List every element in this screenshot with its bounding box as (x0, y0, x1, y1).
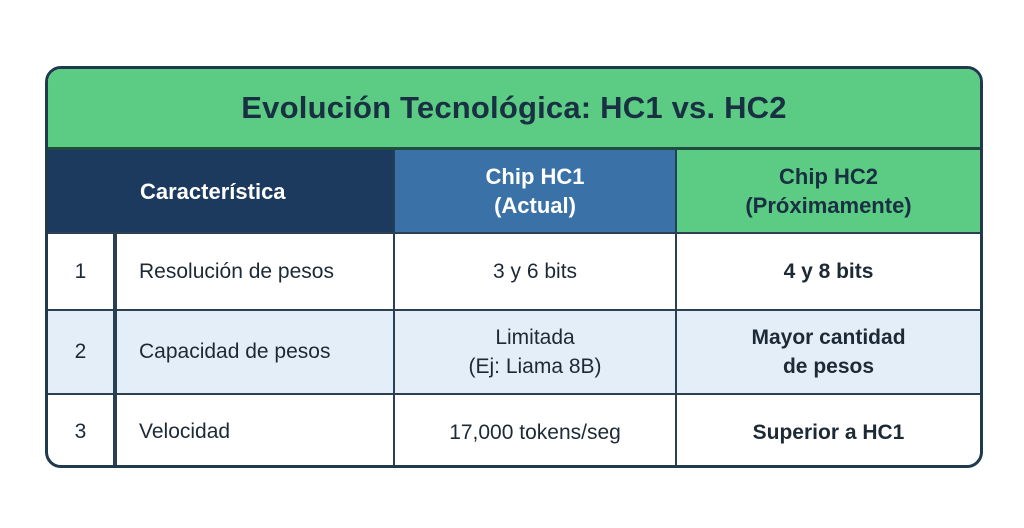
header-feature: Característica (48, 150, 394, 233)
row-feature: Resolución de pesos (115, 233, 394, 310)
row-number: 1 (48, 233, 115, 310)
row-feature: Velocidad (115, 394, 394, 468)
header-chip-hc1: Chip HC1 (Actual) (394, 150, 676, 233)
row-hc1-value: 17,000 tokens/seg (394, 394, 676, 468)
header-chip-hc2: Chip HC2 (Próximamente) (676, 150, 980, 233)
table-title: Evolución Tecnológica: HC1 vs. HC2 (241, 90, 787, 125)
header-row (48, 150, 980, 233)
row-hc2-value: Superior a HC1 (676, 394, 980, 468)
title-bar (48, 69, 980, 150)
row-number: 3 (48, 394, 115, 468)
row-hc2-value: Mayor cantidad de pesos (676, 310, 980, 394)
row-feature: Capacidad de pesos (115, 310, 394, 394)
row-hc1-value: Limitada (Ej: Liama 8B) (394, 310, 676, 394)
comparison-card (45, 66, 983, 468)
row-number: 2 (48, 310, 115, 394)
table-row (48, 310, 980, 394)
table-row (48, 233, 980, 310)
row-hc2-value: 4 y 8 bits (676, 233, 980, 310)
table-row (48, 394, 980, 468)
comparison-table (48, 150, 980, 468)
row-hc1-value: 3 y 6 bits (394, 233, 676, 310)
